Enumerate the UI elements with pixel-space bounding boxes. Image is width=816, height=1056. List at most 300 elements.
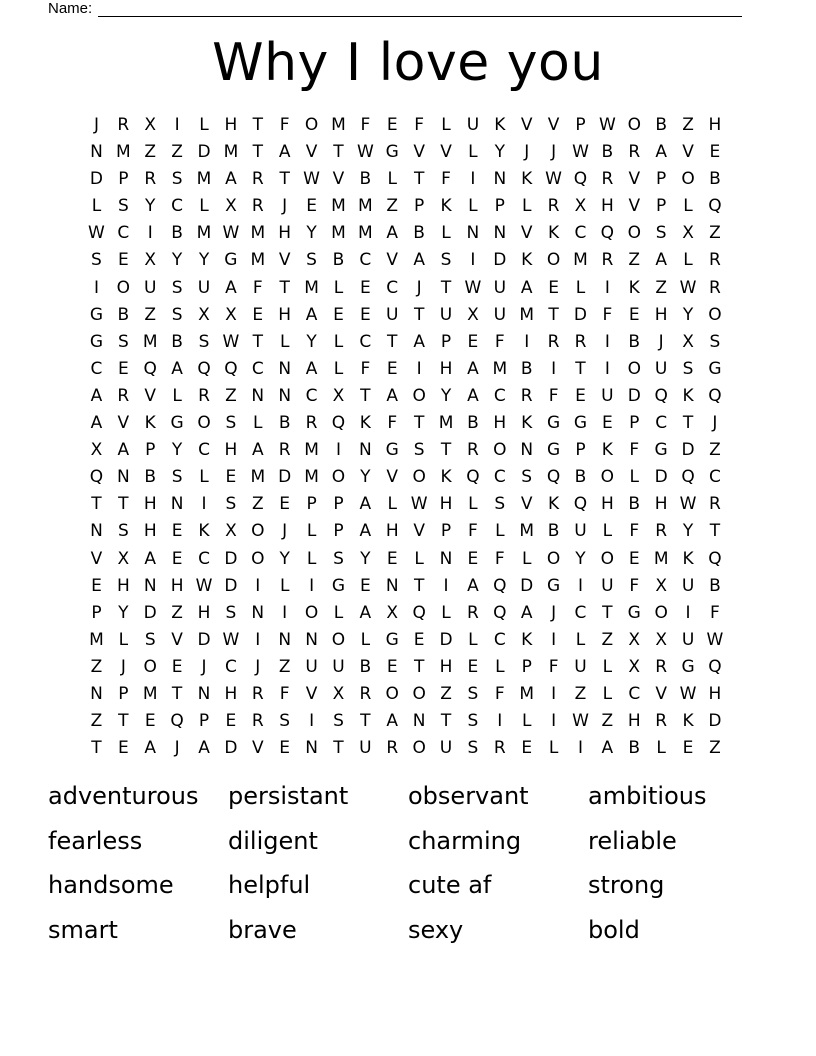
grid-letter: P: [575, 115, 586, 135]
grid-letter: H: [439, 358, 453, 379]
grid-letter: P: [198, 711, 210, 732]
word-list-item: handsome: [48, 871, 174, 899]
grid-letter: A: [251, 440, 264, 461]
grid-letter: B: [628, 738, 641, 759]
grid-letter: Y: [145, 196, 156, 217]
grid-letter: G: [573, 413, 588, 434]
grid-letter: G: [708, 358, 722, 379]
grid-letter: H: [278, 223, 292, 244]
grid-letter: U: [601, 575, 614, 596]
grid-letter: E: [386, 115, 398, 135]
grid-letter: H: [493, 413, 507, 434]
grid-letter: O: [412, 467, 426, 488]
grid-letter: O: [546, 250, 561, 271]
grid-letter: P: [629, 413, 640, 434]
grid-letter: A: [198, 738, 210, 759]
grid-letter: O: [654, 602, 668, 623]
grid-letter: B: [628, 494, 641, 515]
grid-letter: C: [117, 223, 130, 244]
grid-letter: S: [333, 711, 344, 732]
grid-letter: F: [494, 548, 505, 569]
grid-letter: I: [309, 575, 315, 596]
grid-letter: R: [655, 656, 668, 677]
grid-letter: G: [224, 250, 238, 271]
grid-letter: T: [333, 142, 344, 163]
grid-letter: T: [413, 575, 425, 596]
grid-letter: G: [627, 602, 641, 623]
grid-letter: S: [171, 169, 183, 190]
grid-letter: Z: [709, 223, 721, 244]
grid-letter: O: [627, 358, 641, 379]
grid-letter: J: [416, 277, 422, 298]
grid-letter: I: [174, 115, 180, 135]
grid-letter: A: [655, 142, 667, 163]
grid-letter: N: [305, 629, 318, 650]
grid-letter: L: [199, 115, 209, 135]
grid-letter: H: [654, 304, 668, 325]
grid-letter: L: [521, 196, 532, 217]
grid-letter: G: [546, 413, 561, 434]
grid-letter: L: [441, 602, 451, 623]
grid-letter: L: [575, 629, 586, 650]
grid-letter: P: [333, 494, 344, 515]
grid-letter: L: [333, 331, 344, 352]
grid-letter: R: [117, 385, 130, 406]
grid-letter: T: [252, 115, 263, 135]
grid-letter: E: [279, 738, 291, 759]
grid-letter: Y: [360, 548, 371, 569]
grid-letter: Y: [494, 142, 505, 163]
grid-letter: U: [386, 304, 399, 325]
grid-letter: Z: [574, 683, 587, 704]
grid-letter: T: [413, 413, 425, 434]
grid-letter: X: [90, 440, 103, 461]
grid-letter: F: [494, 683, 505, 704]
grid-letter: L: [548, 738, 559, 759]
grid-letter: C: [359, 331, 372, 352]
grid-letter: Q: [197, 358, 211, 379]
grid-letter: O: [493, 440, 507, 461]
grid-letter: Z: [628, 250, 641, 271]
grid-letter: R: [117, 115, 130, 135]
grid-letter: U: [144, 277, 157, 298]
grid-letter: R: [251, 711, 264, 732]
grid-letter: M: [438, 413, 454, 434]
grid-letter: V: [386, 250, 399, 271]
grid-letter: T: [440, 277, 452, 298]
grid-letter: V: [655, 683, 667, 704]
grid-letter: S: [682, 358, 694, 379]
grid-letter: J: [93, 115, 99, 135]
grid-letter: N: [116, 467, 130, 488]
grid-letter: N: [493, 223, 507, 244]
grid-letter: R: [655, 521, 668, 542]
grid-letter: Q: [466, 467, 480, 488]
grid-letter: R: [520, 385, 533, 406]
grid-letter: L: [279, 331, 290, 352]
grid-letter: M: [223, 142, 239, 163]
grid-letter: L: [333, 602, 344, 623]
grid-letter: I: [524, 331, 530, 352]
grid-letter: I: [255, 629, 261, 650]
grid-letter: O: [600, 467, 615, 488]
grid-letter: U: [439, 738, 453, 759]
grid-letter: Y: [198, 250, 210, 271]
grid-letter: A: [305, 304, 318, 325]
grid-letter: C: [574, 602, 587, 623]
grid-letter: S: [467, 738, 479, 759]
grid-letter: S: [467, 711, 479, 732]
grid-letter: L: [468, 494, 478, 515]
grid-letter: L: [629, 467, 639, 488]
grid-letter: D: [224, 575, 238, 596]
grid-letter: U: [681, 575, 695, 596]
grid-letter: E: [171, 521, 183, 542]
grid-letter: A: [225, 169, 237, 190]
grid-letter: Q: [546, 467, 561, 488]
grid-letter: D: [627, 385, 641, 406]
grid-letter: E: [359, 304, 371, 325]
grid-letter: W: [88, 223, 105, 244]
grid-letter: O: [385, 683, 399, 704]
grid-letter: F: [629, 521, 640, 542]
word-list-item: charming: [408, 826, 522, 855]
grid-letter: U: [197, 277, 211, 298]
grid-letter: E: [359, 277, 371, 298]
grid-letter: B: [332, 250, 345, 271]
grid-letter: R: [709, 277, 721, 298]
grid-letter: X: [225, 521, 237, 542]
grid-letter: N: [90, 142, 103, 163]
grid-letter: C: [493, 629, 506, 650]
grid-letter: Z: [251, 494, 264, 515]
grid-letter: A: [467, 575, 479, 596]
grid-letter: R: [467, 440, 479, 461]
grid-letter: Y: [575, 548, 586, 569]
grid-letter: S: [306, 250, 317, 271]
grid-letter: E: [171, 548, 183, 569]
grid-letter: N: [385, 575, 399, 596]
grid-letter: V: [90, 548, 103, 569]
grid-letter: P: [91, 602, 102, 623]
grid-letter: F: [360, 358, 371, 379]
grid-letter: N: [358, 440, 372, 461]
grid-letter: N: [412, 711, 426, 732]
grid-letter: R: [251, 683, 264, 704]
grid-letter: W: [572, 142, 589, 163]
grid-letter: Y: [360, 467, 371, 488]
grid-letter: Q: [708, 548, 722, 569]
grid-letter: W: [572, 711, 589, 732]
grid-letter: H: [224, 683, 238, 704]
grid-letter: U: [493, 304, 507, 325]
grid-letter: A: [386, 711, 399, 732]
letter-grid: [83, 112, 728, 762]
grid-letter: G: [331, 575, 346, 596]
grid-letter: T: [333, 738, 344, 759]
grid-letter: V: [117, 413, 130, 434]
grid-letter: T: [413, 169, 425, 190]
grid-letter: Y: [306, 331, 317, 352]
grid-letter: R: [359, 683, 372, 704]
grid-letter: B: [601, 142, 614, 163]
grid-letter: F: [548, 385, 559, 406]
grid-letter: J: [551, 142, 557, 163]
grid-letter: W: [222, 629, 240, 650]
grid-letter: L: [683, 196, 693, 217]
grid-letter: E: [467, 548, 479, 569]
grid-letter: H: [600, 196, 614, 217]
grid-letter: M: [304, 277, 319, 298]
grid-letter: Z: [655, 277, 667, 298]
grid-letter: E: [306, 196, 317, 217]
grid-letter: O: [304, 115, 319, 135]
grid-letter: Z: [171, 602, 183, 623]
grid-letter: P: [494, 196, 505, 217]
grid-letter: L: [656, 738, 666, 759]
grid-letter: I: [309, 711, 315, 732]
grid-letter: V: [440, 142, 452, 163]
grid-letter: L: [91, 196, 102, 217]
grid-letter: O: [412, 385, 426, 406]
grid-letter: Y: [306, 223, 317, 244]
grid-letter: E: [225, 467, 237, 488]
grid-letter: E: [467, 656, 479, 677]
grid-letter: A: [90, 413, 103, 434]
grid-letter: Q: [89, 467, 104, 488]
grid-letter: U: [493, 277, 507, 298]
grid-letter: Z: [601, 711, 614, 732]
grid-letter: B: [359, 656, 372, 677]
grid-letter: C: [359, 250, 372, 271]
grid-letter: T: [279, 169, 290, 190]
grid-letter: T: [252, 142, 263, 163]
grid-letter: C: [171, 196, 184, 217]
grid-letter: W: [410, 494, 428, 515]
grid-letter: A: [171, 358, 183, 379]
grid-letter: T: [171, 683, 183, 704]
grid-letter: W: [545, 169, 562, 190]
grid-letter: J: [201, 656, 207, 677]
grid-letter: V: [413, 521, 425, 542]
grid-letter: B: [171, 223, 183, 244]
grid-letter: M: [250, 250, 266, 271]
grid-letter: T: [413, 304, 425, 325]
grid-letter: S: [225, 602, 237, 623]
grid-letter: I: [416, 358, 422, 379]
grid-letter: R: [198, 385, 210, 406]
grid-letter: C: [574, 223, 587, 244]
grid-letter: H: [224, 440, 238, 461]
grid-letter: R: [709, 250, 721, 271]
grid-letter: S: [709, 331, 721, 352]
grid-letter: K: [521, 629, 533, 650]
grid-letter: V: [628, 196, 641, 217]
grid-letter: W: [222, 223, 240, 244]
grid-letter: Q: [412, 602, 426, 623]
grid-letter: U: [601, 385, 614, 406]
grid-letter: F: [387, 413, 398, 434]
grid-letter: M: [250, 223, 266, 244]
grid-letter: H: [170, 575, 184, 596]
grid-letter: E: [628, 548, 640, 569]
word-list-item: persistant: [228, 782, 349, 810]
grid-letter: Q: [331, 413, 346, 434]
grid-letter: N: [90, 683, 103, 704]
grid-letter: I: [470, 169, 476, 190]
grid-letter: D: [439, 629, 453, 650]
grid-letter: O: [197, 413, 211, 434]
grid-letter: E: [521, 738, 533, 759]
grid-letter: B: [413, 223, 425, 244]
grid-letter: V: [520, 494, 533, 515]
grid-letter: W: [679, 277, 697, 298]
grid-letter: S: [494, 494, 506, 515]
grid-letter: Q: [170, 711, 184, 732]
grid-letter: Y: [118, 602, 129, 623]
grid-letter: R: [547, 331, 560, 352]
word-list-item: brave: [228, 915, 297, 944]
grid-letter: F: [629, 440, 640, 461]
grid-letter: H: [116, 575, 130, 596]
grid-letter: V: [305, 142, 318, 163]
grid-letter: A: [413, 250, 425, 271]
grid-letter: E: [386, 656, 398, 677]
grid-letter: X: [574, 196, 587, 217]
grid-letter: L: [521, 548, 532, 569]
name-field[interactable]: [48, 0, 742, 17]
grid-letter: M: [519, 683, 535, 704]
grid-letter: H: [224, 115, 238, 135]
grid-letter: M: [304, 440, 319, 461]
grid-letter: S: [117, 331, 129, 352]
grid-letter: P: [118, 169, 129, 190]
grid-letter: A: [520, 602, 533, 623]
grid-letter: H: [143, 494, 157, 515]
grid-letter: B: [359, 169, 372, 190]
grid-letter: G: [546, 440, 561, 461]
grid-letter: S: [279, 711, 291, 732]
grid-letter: F: [279, 115, 290, 135]
grid-letter: Y: [682, 521, 694, 542]
grid-letter: A: [467, 358, 479, 379]
grid-letter: B: [520, 358, 533, 379]
grid-letter: S: [440, 250, 452, 271]
grid-letter: R: [144, 169, 157, 190]
grid-letter: C: [386, 277, 399, 298]
grid-letter: O: [412, 738, 426, 759]
grid-letter: H: [654, 494, 668, 515]
grid-letter: J: [120, 656, 126, 677]
grid-letter: K: [440, 196, 452, 217]
grid-letter: E: [467, 331, 479, 352]
grid-letter: V: [251, 738, 264, 759]
grid-letter: U: [332, 656, 345, 677]
grid-letter: X: [628, 656, 641, 677]
grid-letter: D: [224, 548, 238, 569]
grid-letter: L: [602, 521, 613, 542]
grid-letter: M: [196, 169, 212, 190]
word-list-item: ambitious: [588, 782, 707, 810]
grid-letter: O: [627, 223, 641, 244]
grid-letter: H: [278, 304, 292, 325]
grid-letter: L: [602, 656, 613, 677]
grid-letter: Q: [143, 358, 157, 379]
grid-letter: O: [331, 629, 346, 650]
grid-letter: R: [251, 196, 264, 217]
grid-letter: E: [225, 711, 237, 732]
grid-letter: E: [548, 277, 559, 298]
grid-letter: I: [335, 440, 341, 461]
grid-letter: G: [654, 440, 668, 461]
grid-letter: K: [521, 413, 533, 434]
grid-letter: J: [712, 413, 718, 434]
grid-letter: K: [548, 494, 560, 515]
grid-letter: I: [470, 250, 476, 271]
grid-letter: X: [332, 683, 345, 704]
grid-letter: G: [546, 575, 561, 596]
grid-letter: M: [358, 196, 373, 217]
grid-letter: X: [144, 115, 157, 135]
grid-letter: J: [255, 656, 261, 677]
grid-letter: L: [468, 142, 478, 163]
grid-letter: L: [495, 656, 505, 677]
grid-letter: F: [360, 115, 371, 135]
name-underline[interactable]: [98, 2, 742, 17]
grid-letter: Z: [171, 142, 183, 163]
grid-letter: F: [279, 683, 290, 704]
grid-letter: E: [333, 304, 344, 325]
grid-letter: K: [440, 467, 452, 488]
grid-letter: R: [467, 602, 479, 623]
grid-letter: Z: [386, 196, 399, 217]
grid-letter: M: [331, 115, 346, 135]
grid-letter: G: [89, 304, 104, 325]
grid-letter: B: [574, 467, 587, 488]
grid-letter: K: [359, 413, 371, 434]
grid-letter: Y: [171, 440, 183, 461]
grid-letter: C: [305, 385, 318, 406]
grid-letter: T: [279, 277, 290, 298]
grid-letter: Q: [681, 467, 695, 488]
grid-letter: O: [681, 169, 695, 190]
grid-letter: E: [575, 385, 586, 406]
grid-letter: P: [414, 196, 425, 217]
grid-letter: V: [332, 169, 345, 190]
grid-letter: V: [144, 385, 157, 406]
grid-letter: R: [601, 169, 614, 190]
grid-letter: W: [598, 115, 616, 135]
grid-letter: U: [681, 629, 695, 650]
grid-letter: K: [682, 385, 694, 406]
grid-letter: I: [93, 277, 99, 298]
grid-letter: Z: [709, 440, 721, 461]
grid-letter: L: [253, 413, 263, 434]
grid-letter: S: [467, 683, 479, 704]
grid-letter: I: [685, 602, 691, 623]
grid-letter: Y: [279, 548, 290, 569]
grid-letter: N: [493, 169, 507, 190]
grid-letter: D: [493, 250, 507, 271]
grid-letter: L: [495, 521, 505, 542]
grid-letter: L: [333, 277, 344, 298]
grid-letter: X: [117, 548, 130, 569]
grid-letter: B: [655, 115, 667, 135]
grid-letter: R: [601, 250, 614, 271]
grid-letter: G: [89, 331, 104, 352]
grid-letter: W: [195, 575, 213, 596]
grid-letter: C: [708, 467, 721, 488]
